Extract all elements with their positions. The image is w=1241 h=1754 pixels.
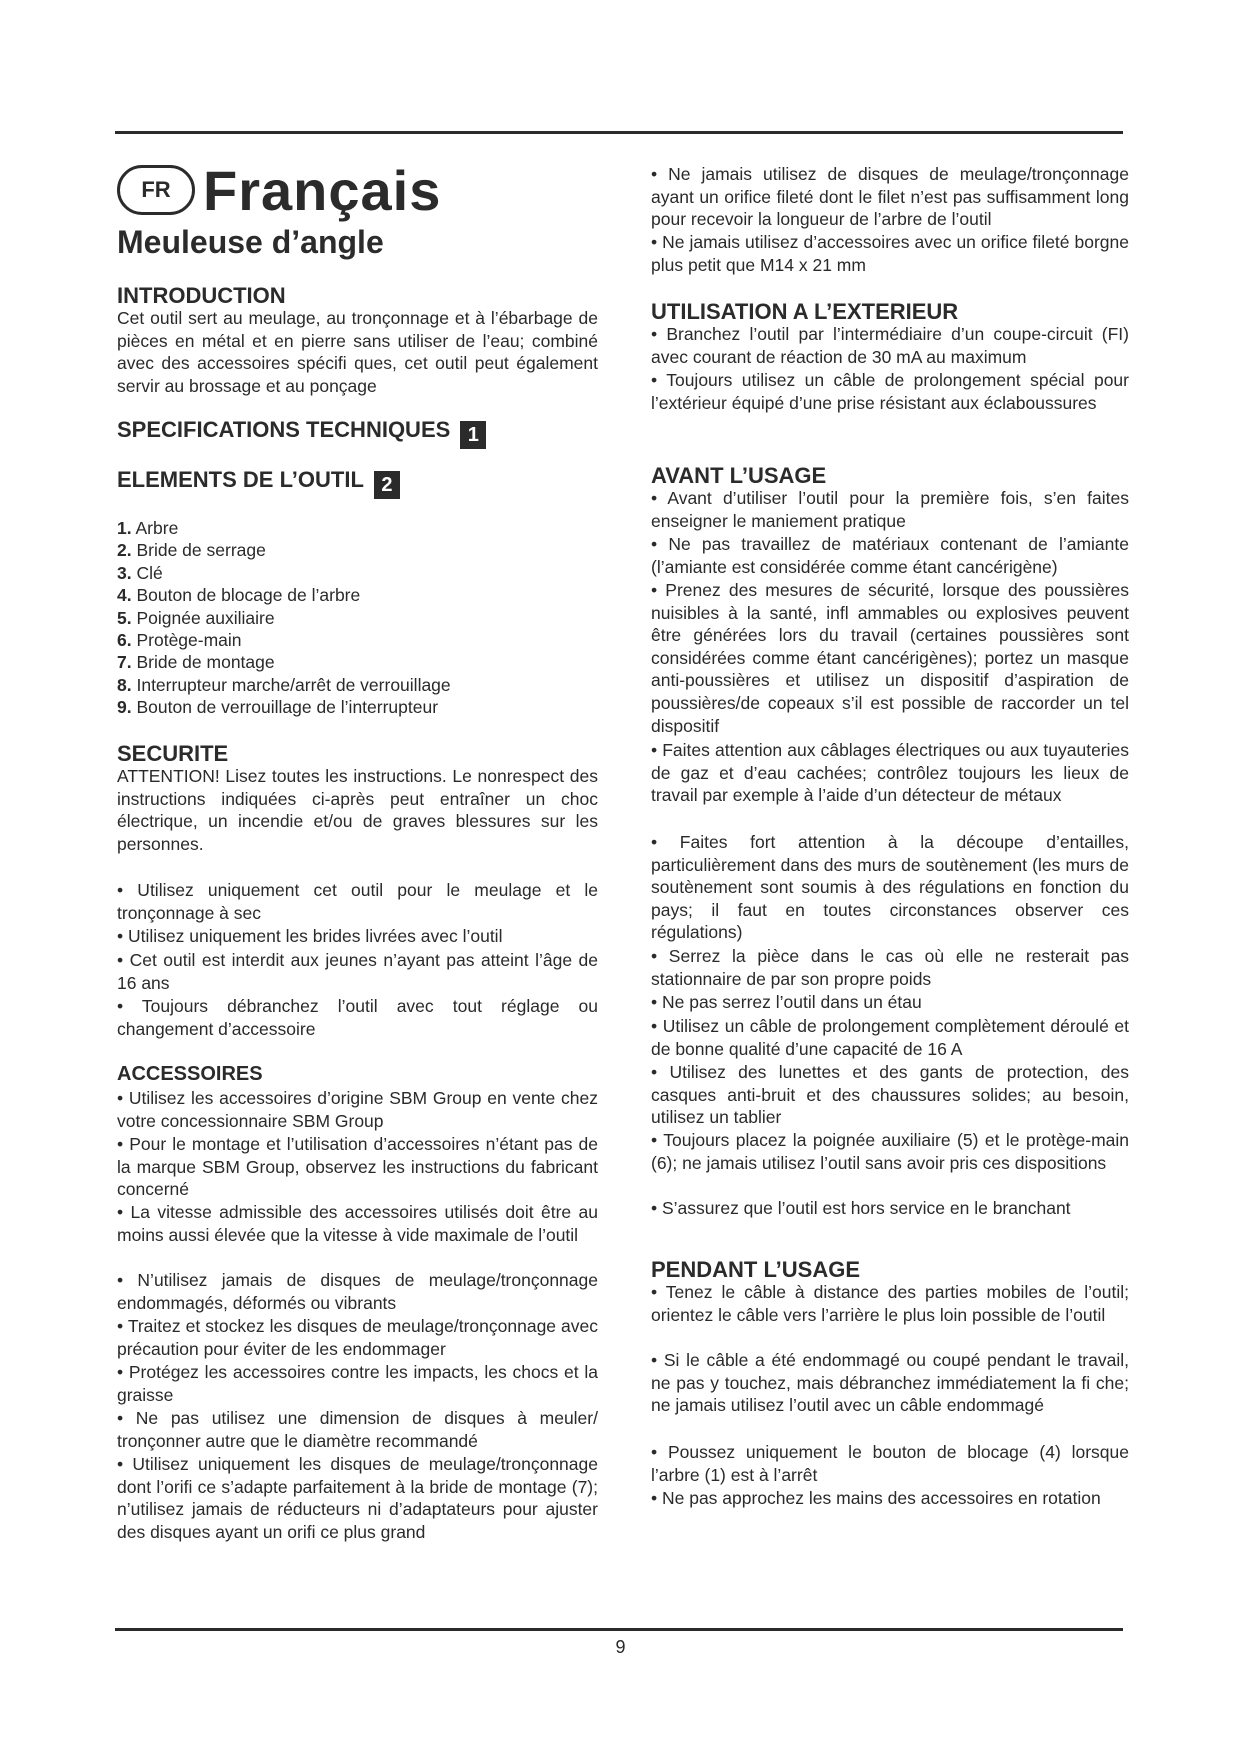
securite-bullet-4: • Toujours débranchez l’outil avec tout réglage ou changement d’accessoire: [117, 996, 598, 1039]
accessoires-bullet-3: • La vitesse admissible des accessoires utilisés doit être au moins aussi élevée que la vitesse à vide maximale de l’outil: [117, 1202, 598, 1245]
list-item-number: 2.: [117, 540, 132, 561]
securite-bullet-2: • Utilisez uniquement les brides livrées avec l’outil: [117, 926, 503, 946]
elements-list: [117, 517, 451, 719]
accessoires-bullet-8: • Utilisez uniquement les disques de meulage/tronçonnage dont l’orifi ce s’adapte parfaitement à la bride de montage (7); n’utilisez jamais de réducteurs ni d’adaptateurs pour ajuster des disques ayant un orifi ce plus grand: [117, 1454, 598, 1542]
list-item: [117, 696, 451, 718]
list-item: [117, 651, 451, 673]
list-item-label: Bouton de verrouillage de l’interrupteur: [131, 697, 439, 718]
language-title: Français: [203, 158, 442, 222]
pendant-bullet-1: • Tenez le câble à distance des parties mobiles de l’outil; orientez le câble vers l’arrière le plus loin possible de l’outil: [651, 1282, 1129, 1325]
list-item-label: Protège-main: [131, 630, 242, 651]
heading-specifications-label: SPECIFICATIONS TECHNIQUES: [117, 417, 451, 442]
figure-badge-2: 2: [374, 471, 400, 499]
accessoires-bullet-1: • Utilisez les accessoires d’origine SBM Group en vente chez votre concessionnaire SBM Group: [117, 1088, 598, 1131]
list-item: [117, 607, 451, 629]
list-item-number: 4.: [117, 585, 132, 606]
exterieur-bullet-1: • Branchez l’outil par l’intermédiaire d’un coupe-circuit (FI) avec courant de réaction de 30 mA au maximum: [651, 324, 1129, 367]
avant-bullet-8: • Utilisez un câble de prolongement complètement déroulé et de bonne qualité d’une capacité de 16 A: [651, 1016, 1129, 1059]
securite-paragraph: ATTENTION! Lisez toutes les instructions. Le nonrespect des instructions indiquées ci-après peut entraîner un choc électrique, un incendie et/ou de graves blessures sur les personnes.: [117, 766, 598, 854]
heading-avant-usage: AVANT L’USAGE: [651, 463, 827, 488]
list-item-number: 1.: [117, 518, 132, 538]
list-item-number: 8.: [117, 674, 132, 695]
list-item-number: 7.: [117, 652, 132, 673]
list-item-label: Bride de serrage: [131, 540, 266, 561]
list-item-label: Interrupteur marche/arrêt de verrouillage: [131, 674, 451, 695]
avant-bullet-10: • Toujours placez la poignée auxiliaire (5) et le protège-main (6); ne jamais utilisez l’outil sans avoir pris ces dispositions: [651, 1130, 1129, 1173]
accessoires-bullet-5: • Traitez et stockez les disques de meulage/tronçonnage avec précaution pour éviter de les endommager: [117, 1316, 598, 1359]
heading-utilisation-exterieur: UTILISATION A L’EXTERIEUR: [651, 299, 959, 324]
intro-paragraph: Cet outil sert au meulage, au tronçonnage et à l’ébarbage de pièces en métal et en pierre sans utiliser de l’eau; combiné avec des accessoires spécifi ques, cet outil peut également servir au brossage et au ponçage: [117, 308, 598, 396]
list-item-label: Clé: [131, 562, 163, 583]
accessoires-bullet-6: • Protégez les accessoires contre les impacts, les chocs et la graisse: [117, 1362, 598, 1405]
avant-bullet-7: • Ne pas serrez l’outil dans un étau: [651, 992, 922, 1012]
list-item: [117, 584, 451, 606]
list-item: [117, 629, 451, 651]
heading-introduction: INTRODUCTION: [117, 283, 286, 308]
list-item-number: 3.: [117, 562, 132, 583]
heading-securite: SECURITE: [117, 741, 229, 766]
securite-bullet-3: • Cet outil est interdit aux jeunes n’ayant pas atteint l’âge de 16 ans: [117, 950, 598, 993]
avant-bullet-1: • Avant d’utiliser l’outil pour la première fois, s’en faites enseigner le maniement pratique: [651, 488, 1129, 531]
heading-specifications: [117, 417, 486, 449]
accessoires-bullet-10: • Ne jamais utilisez d’accessoires avec un orifice fileté borgne plus petit que M14 x 21 mm: [651, 232, 1129, 275]
top-rule: [115, 131, 1123, 134]
avant-bullet-4: • Faites attention aux câblages électriques ou aux tuyauteries de gaz et d’eau cachées; contrôlez toujours les lieux de travail par exemple à l’aide d’un détecteur de métaux: [651, 740, 1129, 806]
avant-bullet-3: • Prenez des mesures de sécurité, lorsque des poussières nuisibles à la santé, infl ammables ou explosives peuvent être générées lors du travail (certaines poussières sont considérées comme étant cancérigènes); portez un masque anti-poussières et utilisez un dispositif d’aspiration de poussières/de copeaux s’il est possible de raccorder un tel dispositif: [651, 580, 1129, 736]
exterieur-bullet-2: • Toujours utilisez un câble de prolongement spécial pour l’extérieur équipé d’une prise résistant aux éclaboussures: [651, 370, 1129, 413]
heading-accessoires: ACCESSOIRES: [117, 1063, 263, 1085]
list-item-label: Bouton de blocage de l’arbre: [131, 585, 361, 606]
avant-bullet-6: • Serrez la pièce dans le cas où elle ne resterait pas stationnaire de par son propre poids: [651, 946, 1129, 989]
list-item: [117, 517, 451, 539]
list-item: [117, 562, 451, 584]
figure-badge-1: 1: [460, 421, 486, 449]
securite-bullet-1: • Utilisez uniquement cet outil pour le meulage et le tronçonnage à sec: [117, 880, 598, 923]
document-title: Meuleuse d’angle: [117, 224, 384, 260]
list-item-label: Poignée auxiliaire: [131, 607, 275, 628]
list-item-number: 5.: [117, 607, 132, 628]
pendant-bullet-4: • Ne pas approchez les mains des accessoires en rotation: [651, 1488, 1101, 1508]
accessoires-bullet-4: • N’utilisez jamais de disques de meulage/tronçonnage endommagés, déformés ou vibrants: [117, 1270, 598, 1313]
avant-bullet-9: • Utilisez des lunettes et des gants de protection, des casques anti-bruit et des chaussures solides; au besoin, utilisez un tablier: [651, 1062, 1129, 1128]
list-item-label: Arbre: [131, 518, 179, 538]
page-number: 9: [615, 1637, 626, 1657]
avant-bullet-11: • S’assurez que l’outil est hors service en le branchant: [651, 1198, 1071, 1218]
heading-elements: [117, 467, 400, 499]
heading-pendant-usage: PENDANT L’USAGE: [651, 1257, 861, 1282]
accessoires-bullet-7: • Ne pas utilisez une dimension de disques à meuler/ tronçonner autre que le diamètre recommandé: [117, 1408, 598, 1451]
pendant-bullet-3: • Poussez uniquement le bouton de blocage (4) lorsque l’arbre (1) est à l’arrêt: [651, 1442, 1129, 1485]
pendant-bullet-2: • Si le câble a été endommagé ou coupé pendant le travail, ne pas y touchez, mais débranchez immédiatement la fi che; ne jamais utilisez l’outil avec un câble endommagé: [651, 1350, 1129, 1416]
language-header: [117, 160, 441, 220]
accessoires-bullet-9: • Ne jamais utilisez de disques de meulage/tronçonnage ayant un orifice fileté dont le filet n’est pas suffisamment long pour recevoir la longueur de l’arbre de l’outil: [651, 164, 1129, 230]
list-item-number: 6.: [117, 630, 132, 651]
language-code-badge: FR: [117, 165, 195, 215]
list-item: [117, 539, 451, 561]
avant-bullet-5: • Faites fort attention à la découpe d’entailles, particulièrement dans des murs de soutènement (les murs de soutènement sont soumis à des régulations en fonction du pays; il faut en toutes circonstances observer ces régulations): [651, 832, 1129, 943]
list-item: [117, 674, 451, 696]
bottom-rule: [115, 1628, 1123, 1631]
avant-bullet-2: • Ne pas travaillez de matériaux contenant de l’amiante (l’amiante est considérée comme étant cancérigène): [651, 534, 1129, 577]
list-item-label: Bride de montage: [131, 652, 275, 673]
heading-elements-label: ELEMENTS DE L’OUTIL: [117, 467, 364, 492]
list-item-number: 9.: [117, 697, 132, 718]
accessoires-bullet-2: • Pour le montage et l’utilisation d’accessoires n’étant pas de la marque SBM Group, observez les instructions du fabricant concerné: [117, 1134, 598, 1200]
